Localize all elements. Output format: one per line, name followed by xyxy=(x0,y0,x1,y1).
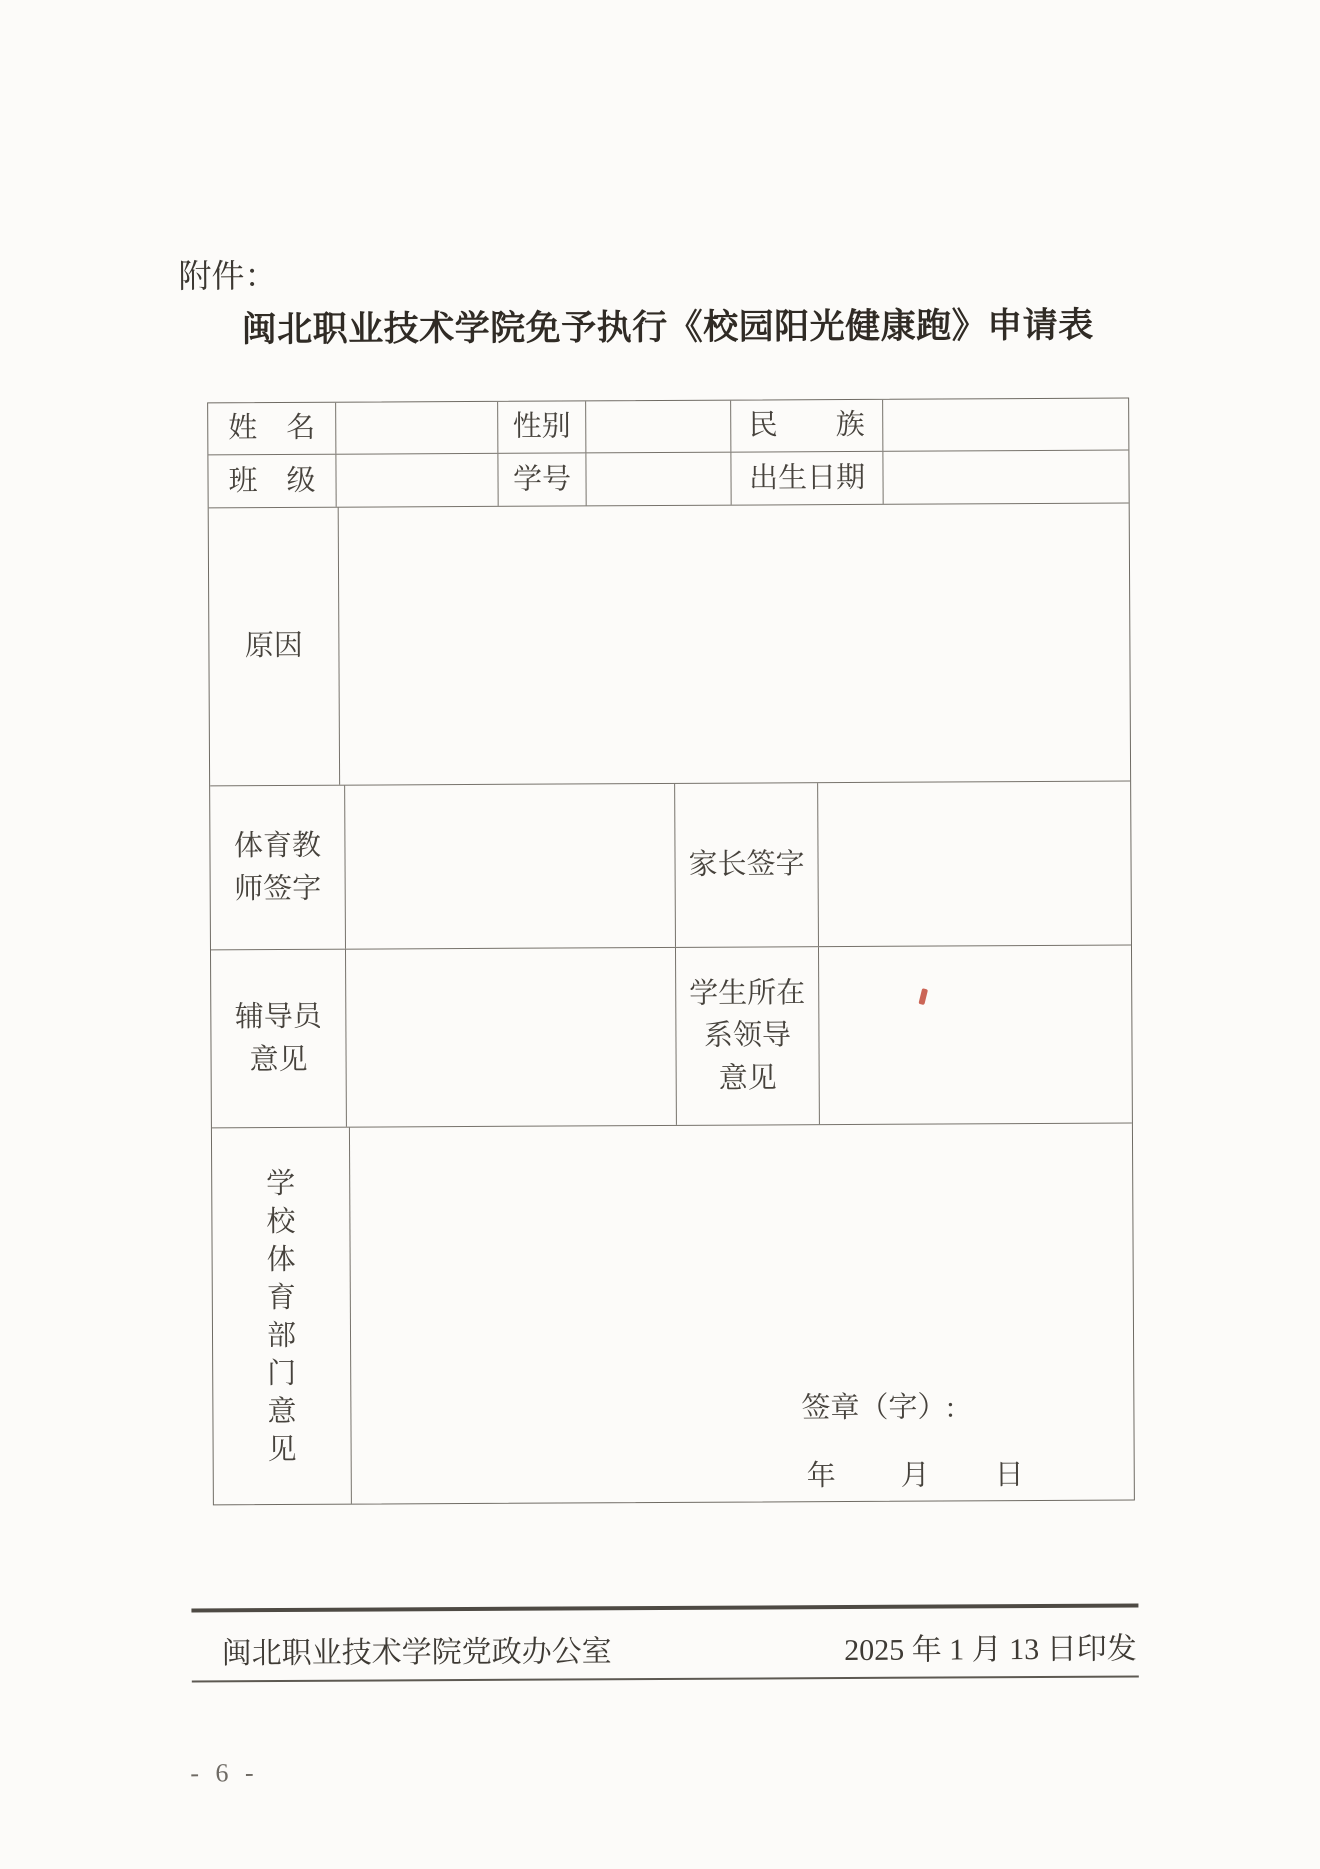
footer-top-rule xyxy=(191,1604,1138,1612)
vertical-label-text: 学校体育部门意见 xyxy=(266,1167,297,1467)
table-row xyxy=(212,1124,1134,1506)
reason-field[interactable] xyxy=(339,504,1130,785)
parent-sign-field[interactable] xyxy=(818,782,1131,947)
date-year-label: 年 xyxy=(806,1460,836,1493)
footer xyxy=(192,1624,1139,1673)
counselor-opinion-field[interactable] xyxy=(346,948,677,1127)
table-row xyxy=(208,399,1128,456)
school-pe-dept-opinion-field[interactable] xyxy=(350,1124,1134,1506)
gender-label: 性别 xyxy=(498,401,586,452)
footer-print-date: 2025 年 1 月 13 日印发 xyxy=(844,1632,1137,1668)
student-id-label: 学号 xyxy=(498,453,586,505)
form-title: 闽北职业技术学院免予执行《校园阳光健康跑》申请表 xyxy=(241,305,1094,350)
student-id-field[interactable] xyxy=(586,453,731,506)
page-number: - 6 - xyxy=(190,1758,259,1788)
ethnicity-field[interactable] xyxy=(883,399,1128,451)
pe-teacher-sign-field[interactable] xyxy=(345,784,676,949)
footer-bottom-rule xyxy=(192,1676,1139,1683)
name-label: 姓 名 xyxy=(208,403,336,455)
school-pe-dept-opinion-label xyxy=(212,1128,352,1506)
dept-leader-opinion-label: 学生所在 系领导 意见 xyxy=(676,947,820,1125)
sign-date-line xyxy=(807,1454,1024,1497)
dept-leader-opinion-field[interactable] xyxy=(819,946,1132,1125)
application-form-table xyxy=(207,398,1135,1506)
date-day-label: 日 xyxy=(994,1459,1024,1492)
class-field[interactable] xyxy=(336,454,498,507)
table-row xyxy=(210,782,1131,951)
table-row xyxy=(211,946,1132,1129)
date-month-label: 月 xyxy=(900,1459,930,1492)
parent-sign-label: 家长签字 xyxy=(675,783,819,947)
reason-label: 原因 xyxy=(209,508,340,786)
table-row xyxy=(208,451,1128,509)
name-field[interactable] xyxy=(336,402,498,454)
table-row xyxy=(209,504,1130,787)
footer-issuer: 闽北职业技术学院党政办公室 xyxy=(221,1635,612,1671)
birth-date-field[interactable] xyxy=(883,451,1128,504)
seal-sign-label: 签章（字）: xyxy=(801,1391,955,1425)
pe-teacher-sign-label: 体育教 师签字 xyxy=(210,786,346,950)
class-label: 班 级 xyxy=(208,455,336,508)
gender-field[interactable] xyxy=(586,401,731,453)
birth-date-label: 出生日期 xyxy=(731,452,883,505)
attachment-label: 附件： xyxy=(178,258,278,296)
counselor-opinion-label: 辅导员 意见 xyxy=(211,950,347,1128)
ethnicity-label: 民 族 xyxy=(731,400,883,452)
